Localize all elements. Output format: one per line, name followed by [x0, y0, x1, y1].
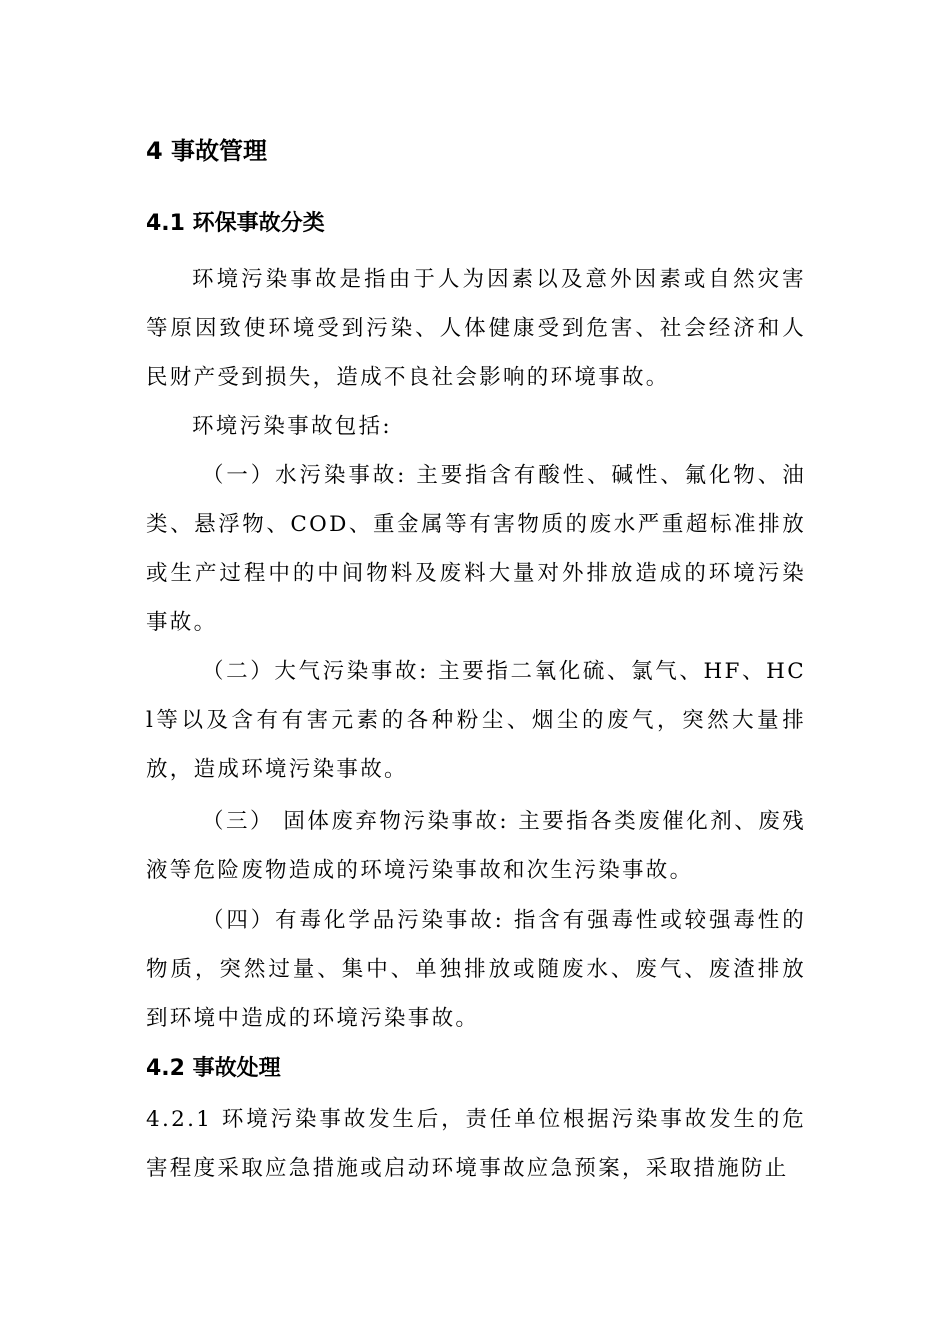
- paragraph-definition: 环境污染事故是指由于人为因素以及意外因素或自然灾害等原因致使环境受到污染、人体健康受到危害、社会经济和人民财产受到损失，造成不良社会影响的环境事故。: [146, 267, 806, 390]
- paragraph-water-pollution: （一）水污染事故: 主要指含有酸性、碱性、氟化物、油类、悬浮物、COD、重金属等有害物质的废水严重超标准排放或生产过程中的中间物料及废料大量对外排放造成的环境污染事故。: [146, 463, 806, 635]
- paragraph-air-pollution: （二）大气污染事故: 主要指二氧化硫、氯气、HF、HCl等以及含有有害元素的各种粉尘、烟尘的废气，突然大量排放，造成环境污染事故。: [146, 659, 806, 782]
- paragraph-toxic-chemical-pollution: （四）有毒化学品污染事故: 指含有强毒性或较强毒性的物质，突然过量、集中、单独排放或随废水、废气、废渣排放到环境中造成的环境污染事故。: [146, 908, 806, 1031]
- chapter-heading: 4 事故管理: [146, 137, 268, 165]
- paragraph-solid-waste-pollution: （三） 固体废弃物污染事故: 主要指各类废催化剂、废残液等危险废物造成的环境污染事故和次生污染事故。: [146, 809, 806, 883]
- section-heading-classification: 4.1 环保事故分类: [146, 211, 325, 236]
- section-heading-handling: 4.2 事故处理: [146, 1056, 281, 1081]
- paragraph-clause-4-2-1: 4.2.1 环境污染事故发生后，责任单位根据污染事故发生的危害程度采取应急措施或启动环境事故应急预案，采取措施防止: [146, 1107, 806, 1181]
- paragraph-includes-intro: 环境污染事故包括:: [192, 414, 392, 439]
